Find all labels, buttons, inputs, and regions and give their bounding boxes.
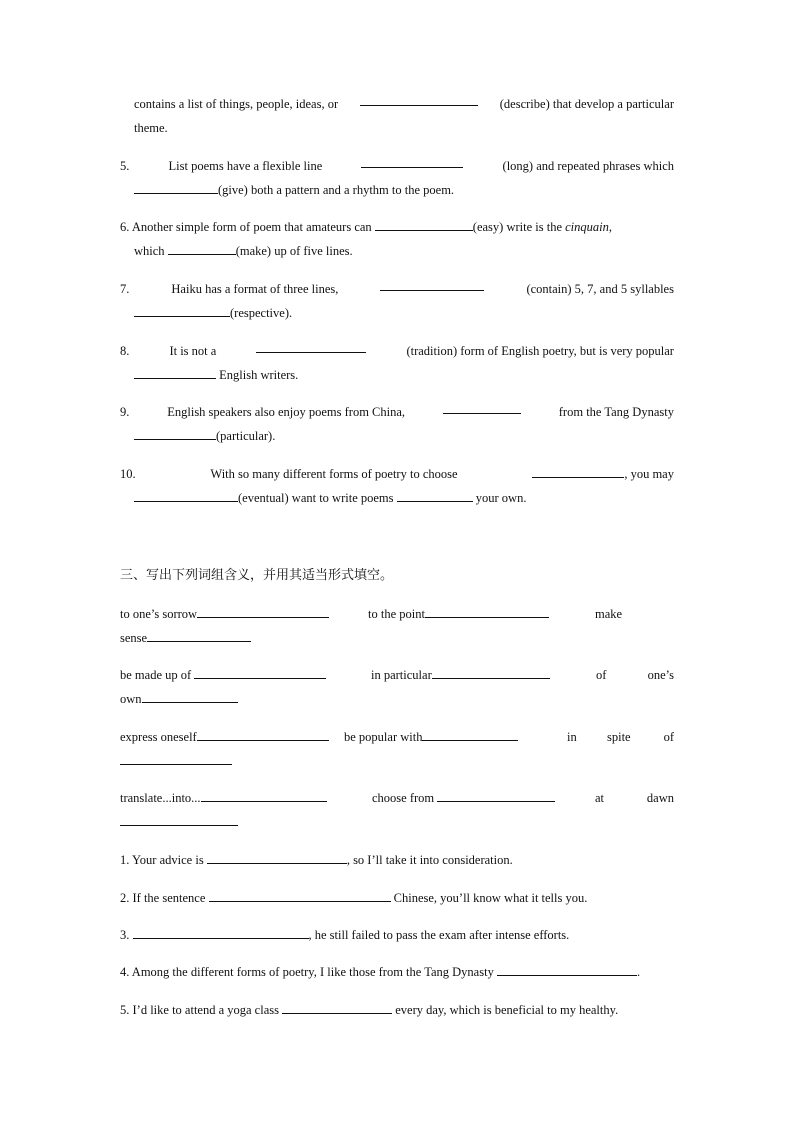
item-hint: (give) both a pattern and a rhythm to the poem. xyxy=(218,183,455,197)
answer-blank[interactable] xyxy=(256,339,366,353)
phrase: express oneself xyxy=(120,730,197,744)
answer-blank[interactable] xyxy=(422,727,518,741)
phrase: own xyxy=(120,692,142,706)
phrase-row-2-cont xyxy=(120,687,674,711)
item-text: With so many different forms of poetry to choose xyxy=(210,467,458,481)
phrase: to the point xyxy=(368,607,425,621)
sentence-text: 3. xyxy=(120,928,130,942)
answer-blank[interactable] xyxy=(397,488,473,502)
item-hint: (tradition) form of English poetry, but is very popular xyxy=(406,344,674,358)
answer-blank[interactable] xyxy=(380,277,484,291)
answer-blank[interactable] xyxy=(443,400,521,414)
item-text: Another simple form of poem that amateurs can xyxy=(131,220,372,234)
answer-blank[interactable] xyxy=(168,241,236,255)
prev-item-line2: theme. xyxy=(134,121,168,135)
sentence-text: , so I’ll take it into consideration. xyxy=(346,853,513,867)
item-number: 10. xyxy=(120,467,136,481)
answer-blank[interactable] xyxy=(142,689,238,703)
item-text: English speakers also enjoy poems from China, xyxy=(167,405,406,419)
question-item-10 xyxy=(120,462,674,510)
sentence-text: 1. Your advice is xyxy=(120,853,204,867)
phrase: in particular xyxy=(371,668,432,682)
item-text: your own. xyxy=(475,491,527,505)
phrase: dawn xyxy=(646,791,674,805)
item-text: English writers. xyxy=(219,368,299,382)
sentence-4 xyxy=(120,960,674,984)
phrase: to one’s sorrow xyxy=(120,607,198,621)
item-number: 6. xyxy=(120,220,130,234)
item-text: from the Tang Dynasty xyxy=(558,405,674,419)
phrase: of xyxy=(663,730,674,744)
sentence-5 xyxy=(120,998,674,1022)
item-number: 9. xyxy=(120,405,130,419)
phrase: be popular with xyxy=(344,730,423,744)
section-heading: 三、写出下列词组含义，并用其适当形式填空。 xyxy=(120,568,394,583)
item-term: cinquain xyxy=(565,220,609,234)
item-text: It is not a xyxy=(169,344,217,358)
phrase: in xyxy=(567,730,577,744)
item-number: 7. xyxy=(120,282,130,296)
phrase-row-3-cont xyxy=(120,749,674,773)
sentence-1 xyxy=(120,848,674,872)
item-text: Haiku has a format of three lines, xyxy=(171,282,339,296)
answer-blank[interactable] xyxy=(134,303,230,317)
answer-blank[interactable] xyxy=(133,925,309,939)
answer-blank[interactable] xyxy=(201,788,327,802)
answer-blank[interactable] xyxy=(497,962,637,976)
question-item-5 xyxy=(120,154,674,202)
phrase: choose from xyxy=(372,791,435,805)
sentence-text: 5. I’d like to attend a yoga class xyxy=(120,1003,279,1017)
item-text: , you may xyxy=(624,467,674,481)
question-item-9 xyxy=(120,400,674,448)
phrase-row-4-cont xyxy=(120,810,674,834)
item-number: 8. xyxy=(120,344,130,358)
answer-blank[interactable] xyxy=(197,604,329,618)
question-item-8 xyxy=(120,339,674,387)
item-text: which xyxy=(134,244,165,258)
prev-item-line1 xyxy=(134,92,674,116)
answer-blank[interactable] xyxy=(425,604,549,618)
answer-blank[interactable] xyxy=(134,426,216,440)
item-hint: (eventual) want to write poems xyxy=(238,491,394,505)
phrase: spite xyxy=(607,730,631,744)
phrase: of xyxy=(596,668,607,682)
answer-blank[interactable] xyxy=(282,1000,392,1014)
sentence-3 xyxy=(120,923,674,947)
question-item-7 xyxy=(120,277,674,325)
item-hint: (respective). xyxy=(230,306,293,320)
sentence-text: , he still failed to pass the exam after intense efforts. xyxy=(308,928,570,942)
sentence-text: every day, which is beneficial to my healthy. xyxy=(395,1003,619,1017)
question-item-6 xyxy=(120,215,674,263)
item-hint: (make) up of five lines. xyxy=(235,244,353,258)
answer-blank[interactable] xyxy=(209,888,391,902)
phrase: make xyxy=(595,607,623,621)
prev-item-hint: (describe) that develop a particular xyxy=(499,97,674,111)
phrase: sense xyxy=(120,631,148,645)
item-hint: (long) and repeated phrases which xyxy=(502,159,674,173)
sentence-text: 4. Among the different forms of poetry, I like those from the Tang Dynasty xyxy=(120,965,494,979)
answer-blank[interactable] xyxy=(134,365,216,379)
item-hint: (particular). xyxy=(216,429,276,443)
answer-blank[interactable] xyxy=(432,665,550,679)
answer-blank[interactable] xyxy=(120,812,238,826)
sentence-text: 2. If the sentence xyxy=(120,891,206,905)
answer-blank[interactable] xyxy=(361,154,463,168)
item-punct: , xyxy=(608,220,612,234)
answer-blank[interactable] xyxy=(194,665,326,679)
prev-item xyxy=(134,92,674,140)
item-hint: (easy) write is the xyxy=(472,220,562,234)
sentence-text: . xyxy=(636,965,641,979)
answer-blank[interactable] xyxy=(134,180,218,194)
sentence-2 xyxy=(120,886,674,910)
answer-blank[interactable] xyxy=(375,217,473,231)
answer-blank[interactable] xyxy=(532,464,624,478)
answer-blank[interactable] xyxy=(197,727,329,741)
answer-blank[interactable] xyxy=(134,488,238,502)
phrase-row-1-cont xyxy=(120,626,674,650)
phrase: translate...into... xyxy=(120,791,201,805)
item-text: List poems have a flexible line xyxy=(168,159,323,173)
item-number: 5. xyxy=(120,159,130,173)
sentence-text: Chinese, you’ll know what it tells you. xyxy=(393,891,588,905)
item-hint: (contain) 5, 7, and 5 syllables xyxy=(526,282,674,296)
answer-blank[interactable] xyxy=(120,751,232,765)
phrase: one’s xyxy=(647,668,674,682)
answer-blank[interactable] xyxy=(437,788,555,802)
answer-blank[interactable] xyxy=(147,628,251,642)
phrase: at xyxy=(595,791,605,805)
phrase: be made up of xyxy=(120,668,192,682)
answer-blank[interactable] xyxy=(207,850,347,864)
answer-blank[interactable] xyxy=(360,92,478,106)
prev-item-text: contains a list of things, people, ideas, or xyxy=(134,97,339,111)
